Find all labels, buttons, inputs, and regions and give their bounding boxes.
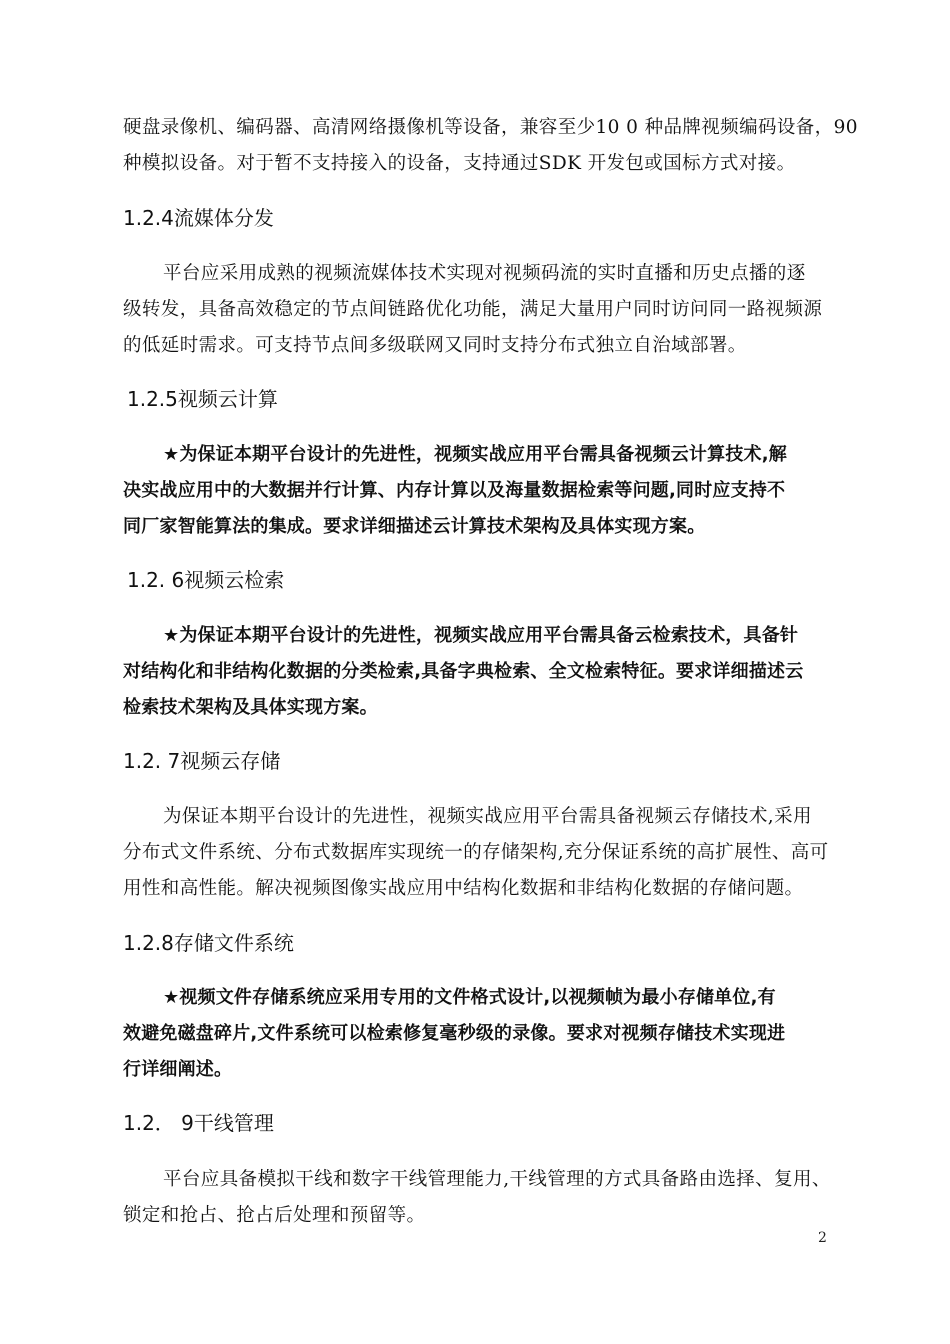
section-heading: 1.2.4流媒体分发 xyxy=(123,206,274,230)
section-heading: 1.2. 7视频云存储 xyxy=(123,749,281,773)
paragraph-line: 种模拟设备。对于暂不支持接入的设备，支持通过SDK 开发包或国标方式对接。 xyxy=(123,153,796,174)
section-heading: 1.2． 9干线管理 xyxy=(123,1111,274,1135)
paragraph-line: ★为保证本期平台设计的先进性，视频实战应用平台需具备云检索技术，具备针 xyxy=(163,625,799,646)
section-heading: 1.2. 6视频云检索 xyxy=(127,568,285,592)
page-number: 2 xyxy=(818,1230,827,1246)
paragraph-line: 硬盘录像机、编码器、高清网络摄像机等设备，兼容至少10 0 种品牌视频编码设备，90 xyxy=(123,117,858,138)
paragraph-line: 锁定和抢占、抢占后处理和预留等。 xyxy=(123,1205,426,1226)
paragraph-line: 的低延时需求。可支持节点间多级联网又同时支持分布式独立自治域部署。 xyxy=(123,335,747,356)
section-heading: 1.2.8存储文件系统 xyxy=(123,931,294,955)
paragraph-line: 检索技术架构及具体实现方案。 xyxy=(123,697,378,718)
paragraph-line: 平台应具备模拟干线和数字干线管理能力,干线管理的方式具备路由选择、复用、 xyxy=(163,1169,831,1190)
paragraph-line: 级转发，具备高效稳定的节点间链路优化功能，满足大量用户同时访问同一路视频源 xyxy=(123,299,823,320)
paragraph-line: 分布式文件系统、分布式数据库实现统一的存储架构,充分保证系统的高扩展性、高可 xyxy=(123,842,829,863)
paragraph-line: 行详细阐述。 xyxy=(123,1059,233,1080)
paragraph-line: 同厂家智能算法的集成。要求详细描述云计算技术架构及具体实现方案。 xyxy=(123,516,706,537)
paragraph-line: 决实战应用中的大数据并行计算、内存计算以及海量数据检索等问题,同时应支持不 xyxy=(123,480,786,501)
paragraph-line: ★为保证本期平台设计的先进性，视频实战应用平台需具备视频云计算技术,解 xyxy=(163,444,787,465)
paragraph-line: 平台应采用成熟的视频流媒体技术实现对视频码流的实时直播和历史点播的逐 xyxy=(163,263,806,284)
paragraph-line: 对结构化和非结构化数据的分类检索,具备字典检索、全文检索特征。要求详细描述云 xyxy=(123,661,804,682)
paragraph-line: 用性和高性能。解决视频图像实战应用中结构化数据和非结构化数据的存储问题。 xyxy=(123,878,804,899)
paragraph-line: ★视频文件存储系统应采用专用的文件格式设计,以视频帧为最小存储单位,有 xyxy=(163,987,776,1008)
paragraph-line: 效避免磁盘碎片,文件系统可以检索修复毫秒级的录像。要求对视频存储技术实现进 xyxy=(123,1023,786,1044)
section-heading: 1.2.5视频云计算 xyxy=(127,387,278,411)
paragraph-line: 为保证本期平台设计的先进性，视频实战应用平台需具备视频云存储技术,采用 xyxy=(163,806,812,827)
